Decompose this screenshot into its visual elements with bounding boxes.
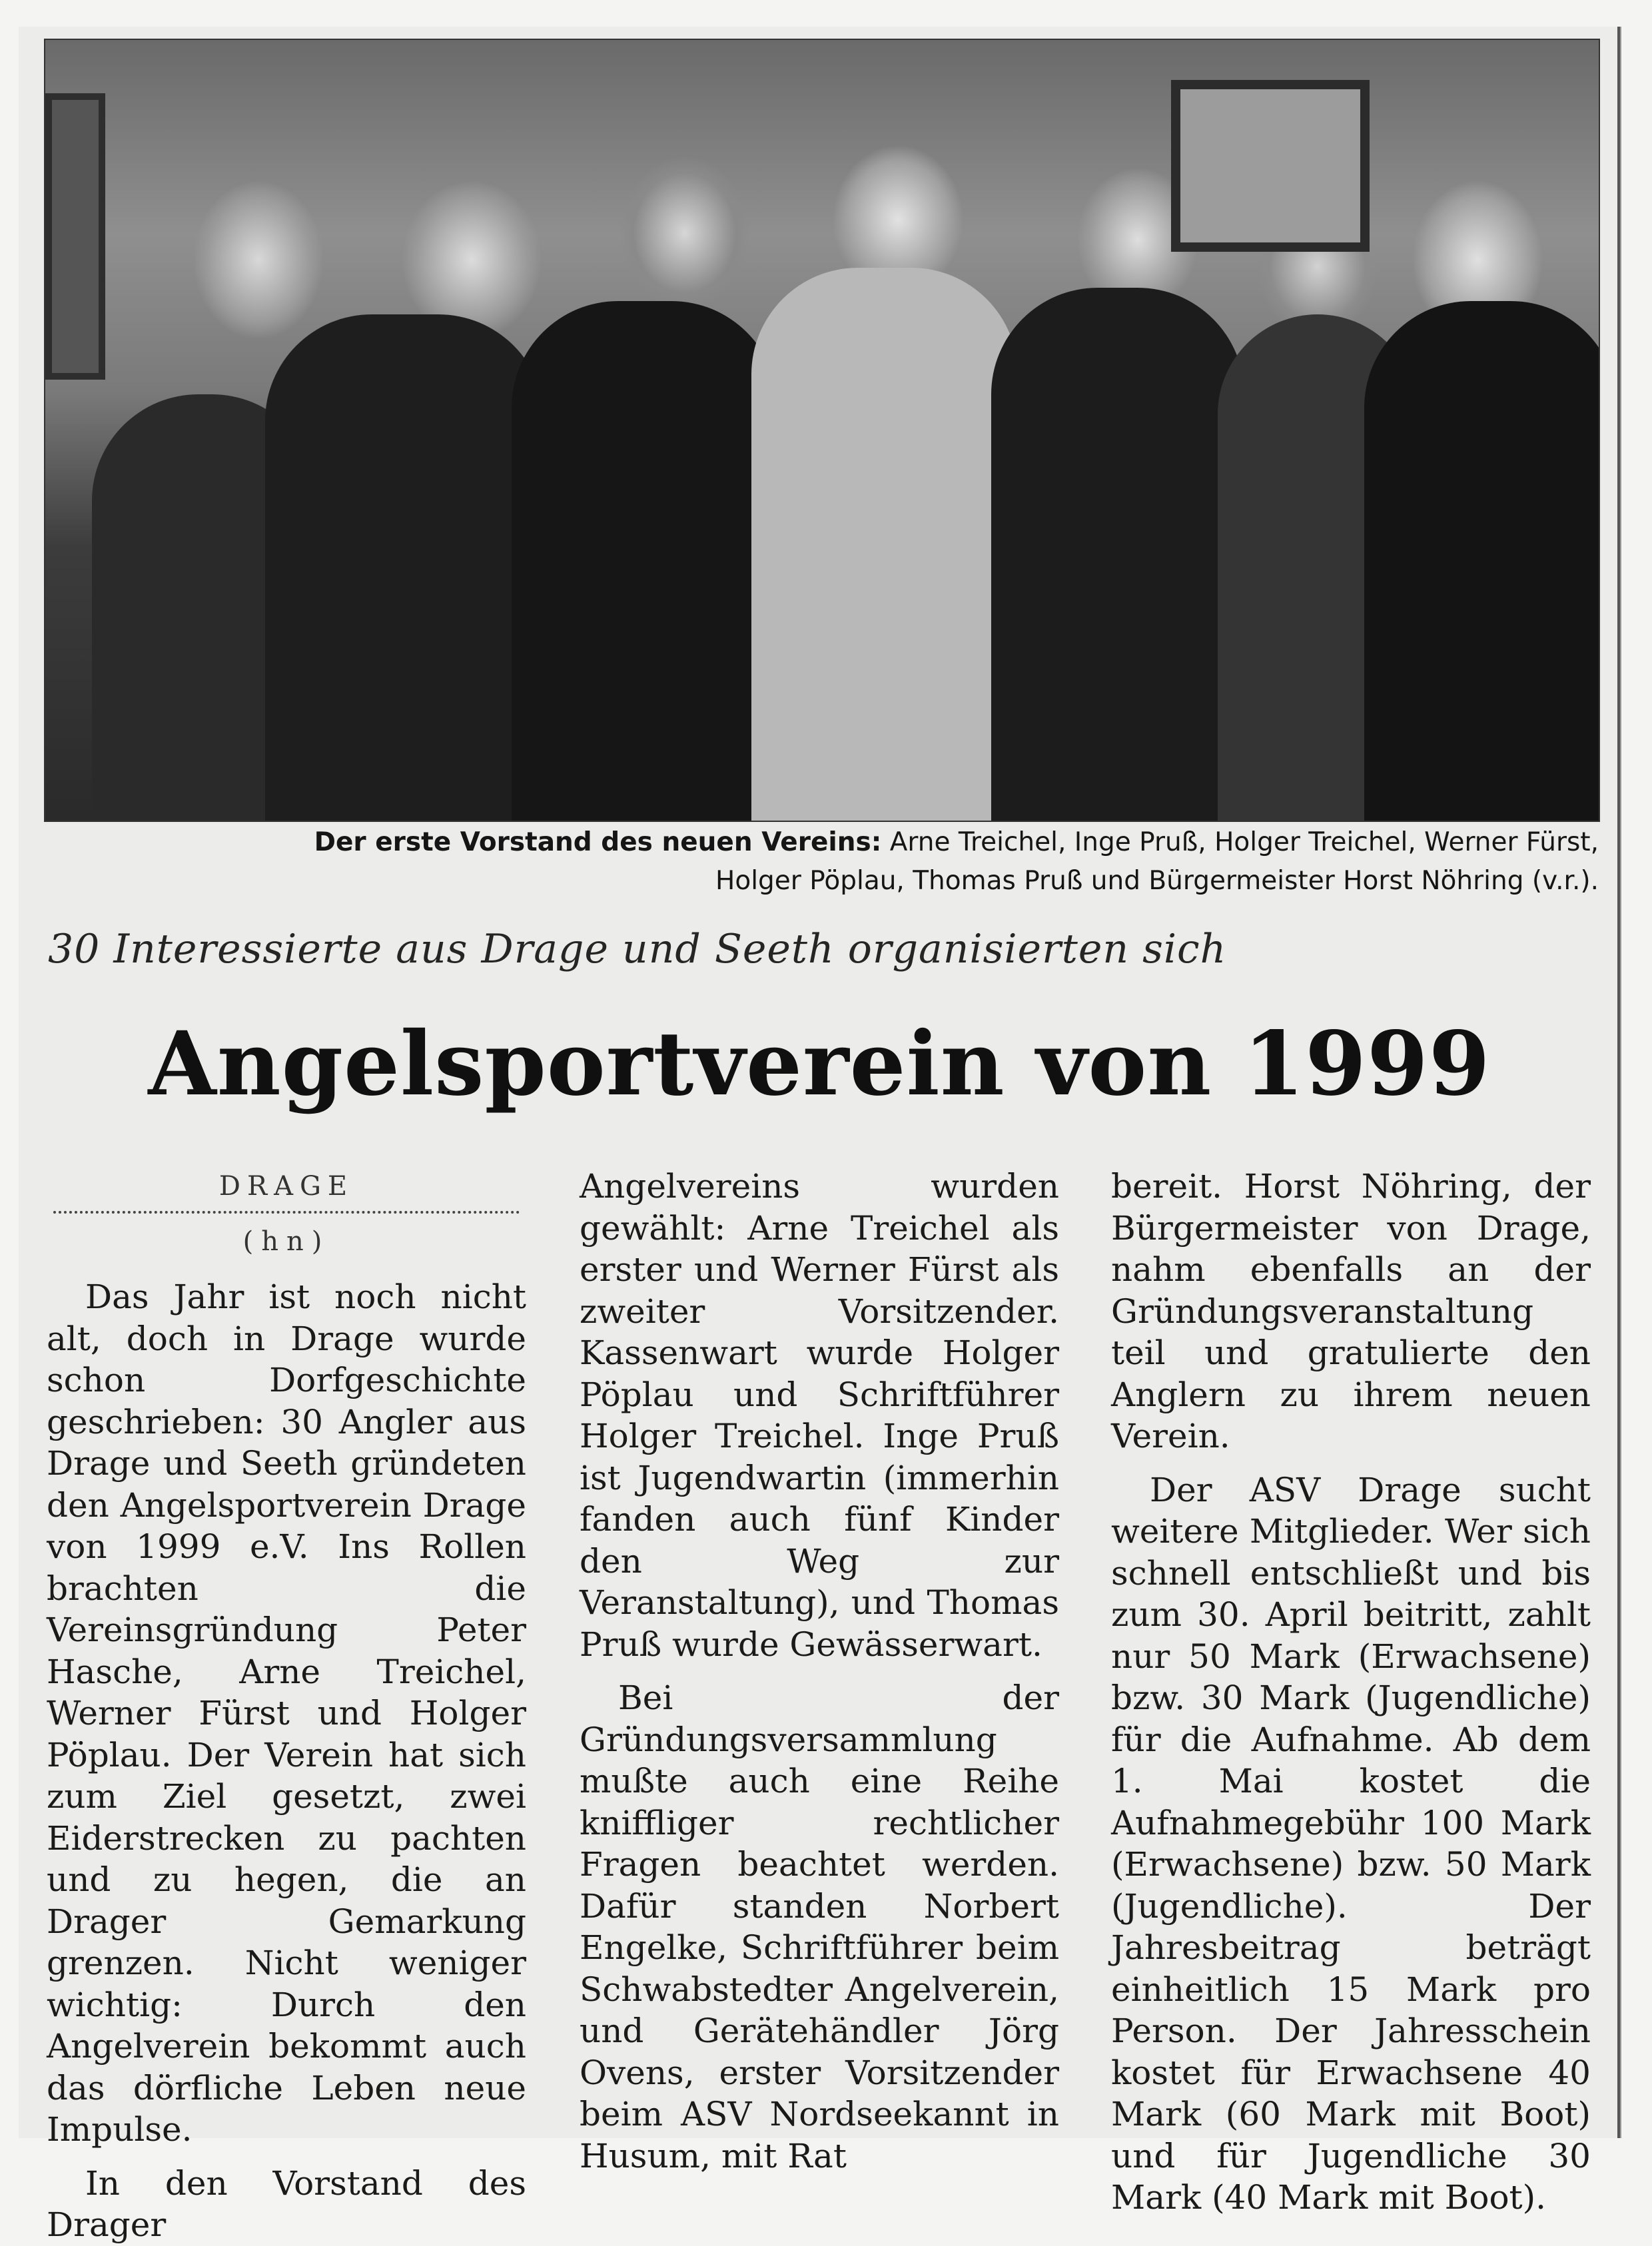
dateline: DRAGE [218,1171,354,1202]
article-column-3 [1111,1166,1591,2219]
author-tag: (hn) [242,1226,330,1257]
paragraph: bereit. Horst Nöhring, der Bürgermeister von Drage, nahm ebenfalls an der Gründungsveranstaltung teil und gratulierte den Anglern zu ihrem neuen Verein. [1111,1167,1591,1455]
photo-caption [107,823,1599,901]
dotted-divider [53,1211,520,1214]
photo-person-4 [751,268,1018,821]
paragraph: Das Jahr ist noch nicht alt, doch in Drage wurde schon Dorfgeschichte geschrieben: 30 Angler aus Drage und Seeth gründeten den Angelsportverein Drage von 1999 e.V. Ins Rollen brachten die Vereinsgründung Peter Hasche, Arne Treichel, Werner Fürst und Holger Pöplau. Der Verein hat sich zum Ziel gesetzt, zwei Eiderstrecken zu pachten und zu hegen, die an Drager Gemarkung grenzen. Nicht weniger wichtig: Durch den Angelverein bekommt auch das dörfliche Leben neue Impulse. [47,1278,526,2149]
article-column-1 [47,1166,526,2246]
caption-line-2: Holger Pöplau, Thomas Pruß und Bürgermeister Horst Nöhring (v.r.). [715,866,1599,896]
paragraph: Angelvereins wurden gewählt: Arne Treichel als erster und Werner Fürst als zweiter Vorsitzender. Kassenwart wurde Holger Pöplau und Schriftführer Holger Treichel. Inge Pruß ist Jugendwartin (immerhin fanden auch fünf Kinder den Weg zur Veranstaltung), und Thomas Pruß wurde Gewässerwart. [580,1167,1059,1664]
photo-person-3 [512,301,778,821]
headline: Angelsportverein von 1999 [148,1012,1491,1116]
article-column-2 [580,1166,1059,2177]
paragraph: Der ASV Drage sucht weitere Mitglieder. Wer sich schnell entschließt und bis zum 30. April beitritt, zahlt nur 50 Mark (Erwachsene) bzw. 30 Mark (Jugendliche) für die Aufnahme. Ab dem 1. Mai kostet die Aufnahmegebühr 100 Mark (Erwachsene) bzw. 50 Mark (Jugendliche). Der Jahresbeitrag beträgt einheitlich 15 Mark pro Person. Der Jahresschein kostet für Erwachsene 40 Mark (60 Mark mit Boot) und für Jugendliche 30 Mark (40 Mark mit Boot). [1111,1470,1591,2217]
photo-person-2 [265,314,545,821]
caption-bold: Der erste Vorstand des neuen Vereins: [314,827,882,857]
photo-door-frame [45,93,105,380]
kicker: 30 Interessierte aus Drage und Seeth organisierten sich [48,926,1227,972]
photo-person-7 [1364,301,1600,821]
photo-person-5 [991,288,1244,821]
paragraph: Bei der Gründungsversammlung mußte auch eine Reihe kniffliger rechtlicher Fragen beachtet werden. Dafür standen Norbert Engelke, Schriftführer beim Schwabstedter Angelverein, und Gerätehändler Jörg Ovens, erster Vorsitzender beim ASV Nordseekannt in Husum, mit Rat [580,1679,1059,2175]
group-photo [44,39,1600,822]
photo-wall-picture [1171,80,1370,252]
paragraph: In den Vorstand des Drager [47,2163,526,2244]
caption-line-1: Arne Treichel, Inge Pruß, Holger Treichel, Werner Fürst, [881,827,1599,857]
